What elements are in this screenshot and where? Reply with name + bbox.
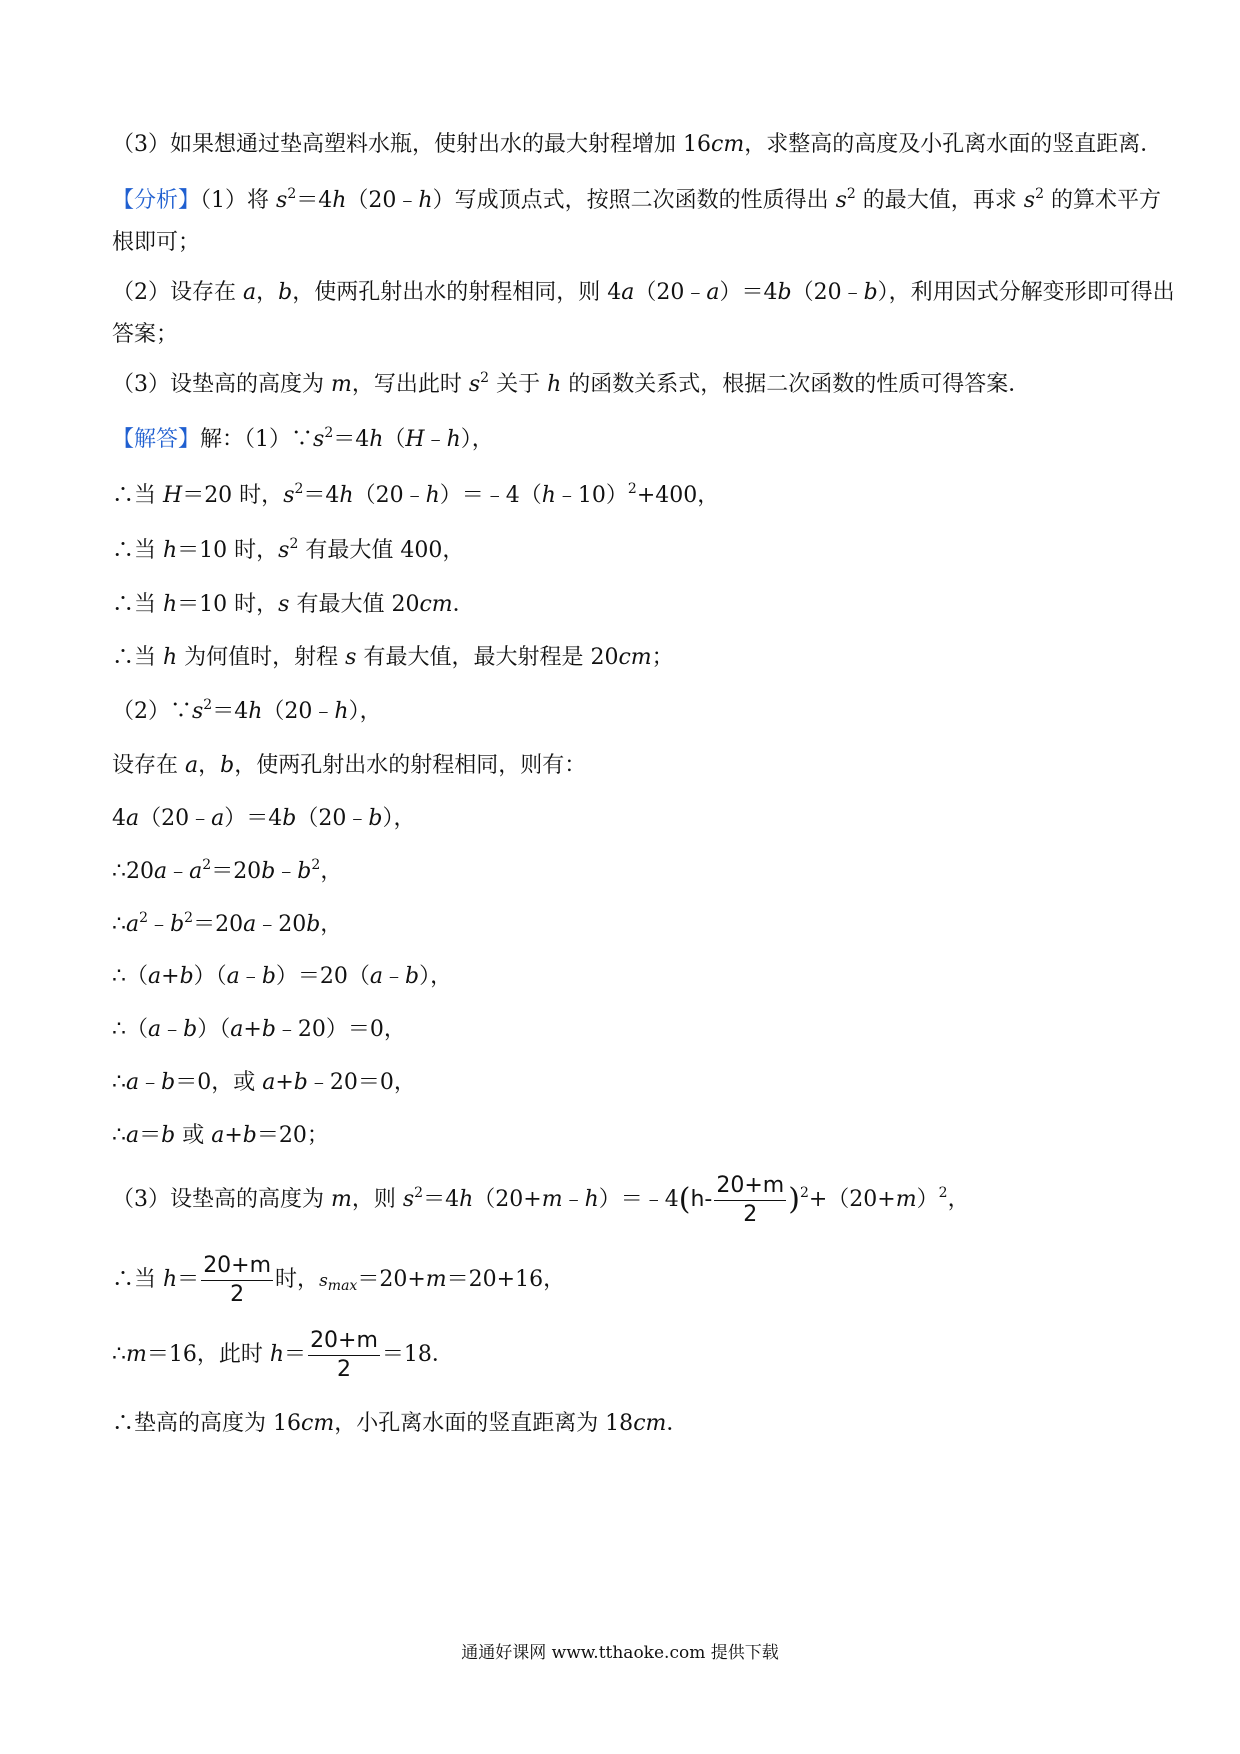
solution-line — [112, 1325, 1128, 1385]
t: ， — [947, 1187, 970, 1212]
t: ， — [198, 753, 221, 778]
t: 2 — [294, 481, 304, 497]
t: （20﹣ — [262, 699, 335, 724]
t: h — [446, 427, 461, 452]
t: b — [863, 280, 878, 305]
t: b — [278, 280, 293, 305]
t: ，小孔离水面的竖直距离为 18 — [334, 1411, 634, 1436]
solution-line — [112, 590, 1128, 620]
t: ﹣20）＝0， — [275, 1017, 406, 1042]
t: 的函数关系式，根据二次函数的性质可得答案． — [561, 372, 1031, 397]
t: a — [185, 753, 199, 778]
t: ∴（ — [112, 964, 148, 989]
t: h — [163, 645, 178, 670]
t: a — [211, 1123, 225, 1148]
t: h — [584, 1187, 599, 1212]
right-paren: ) — [788, 1182, 800, 1217]
t: 有最大值 20 — [289, 592, 420, 617]
solution-line — [112, 697, 1128, 727]
t: ）， — [460, 427, 494, 452]
t: ＝4 — [212, 699, 249, 724]
t: s — [192, 699, 204, 724]
t: ﹣ — [161, 1017, 184, 1042]
t: 为何值时，射程 — [177, 645, 346, 670]
t: ）， — [382, 806, 416, 831]
t: ， — [320, 912, 343, 937]
t: ﹣ — [139, 1070, 162, 1095]
t: a — [369, 964, 384, 989]
analysis-2 — [112, 278, 1175, 308]
t: 2 — [414, 1185, 424, 1201]
t: ＝ — [177, 1267, 200, 1292]
t: b — [261, 859, 276, 884]
t: ，则 — [351, 1187, 403, 1212]
t: a — [126, 1123, 140, 1148]
t: 的算术平方 — [1044, 188, 1162, 213]
t: + — [243, 1017, 262, 1042]
t: max — [327, 1278, 358, 1294]
solution-line — [112, 643, 1128, 673]
t: 2 — [324, 425, 334, 441]
t: ﹣ — [275, 859, 298, 884]
t: ∴当 — [112, 538, 163, 563]
t: a — [243, 912, 257, 937]
t: ﹣20＝0， — [307, 1070, 416, 1095]
t: 时， — [275, 1267, 320, 1292]
fraction-numerator: 20+m — [714, 1172, 786, 1201]
analysis-2-cont — [112, 320, 1128, 350]
t: a — [262, 1070, 276, 1095]
t: （20﹣ — [634, 280, 707, 305]
t: ）写成顶点式，按照二次函数的性质得出 — [432, 188, 836, 213]
solution-line — [112, 1250, 1128, 1311]
t: s — [283, 483, 295, 508]
t: h — [425, 483, 440, 508]
fraction-numerator: 20+m — [201, 1252, 273, 1281]
t: ，求整高的高度及小孔离水面的竖直距离． — [744, 132, 1163, 157]
t: ＝10 时， — [177, 592, 279, 617]
t: 有最大值，最大射程是 20 — [356, 645, 619, 670]
t: ＝4 — [333, 427, 370, 452]
page-footer: 通通好课网 www.tthaoke.com 提供下载 — [461, 1643, 779, 1663]
t: h — [332, 188, 347, 213]
t: b — [183, 1017, 198, 1042]
t: b — [282, 806, 297, 831]
solution-tag: 【解答】 — [112, 427, 201, 452]
fraction-numerator: 20+m — [308, 1327, 380, 1356]
t: ＝4 — [303, 483, 340, 508]
t: ）（ — [197, 1017, 231, 1042]
t: cm — [419, 592, 453, 617]
t: ∴ — [112, 1342, 126, 1367]
t: ＝0，或 — [175, 1070, 263, 1095]
t: ＝20 — [211, 859, 262, 884]
t: （20+ — [473, 1187, 542, 1212]
t: ＝18． — [381, 1342, 454, 1367]
t: ﹣ — [562, 1187, 585, 1212]
t: ﹣ — [239, 964, 262, 989]
t: ）＝4 — [719, 280, 778, 305]
t: + — [275, 1070, 294, 1095]
t: ∴当 — [112, 592, 163, 617]
t: s — [468, 372, 481, 397]
t: ， — [256, 280, 279, 305]
t: b — [405, 964, 420, 989]
t: b — [242, 1123, 257, 1148]
analysis-3 — [112, 370, 1128, 400]
t: 2 — [627, 481, 637, 497]
t: 2 — [184, 910, 194, 926]
t: ∴当 — [112, 1267, 163, 1292]
t: a — [211, 806, 225, 831]
t: ＝20+ — [357, 1267, 426, 1292]
solution-line — [112, 751, 1128, 781]
fraction-denominator: 2 — [230, 1281, 245, 1307]
t: ，写出此时 — [351, 372, 469, 397]
t: b — [306, 912, 321, 937]
t: 2 — [799, 1185, 809, 1201]
t: ） — [916, 1187, 939, 1212]
t: cm — [301, 1411, 335, 1436]
t: （3）设垫高的高度为 — [112, 372, 331, 397]
t: s — [402, 1187, 415, 1212]
t: s — [313, 427, 325, 452]
t: ∴20 — [112, 859, 154, 884]
t: + — [161, 964, 180, 989]
solution-line — [112, 536, 1128, 566]
analysis-tag: 【分析】 — [112, 188, 201, 213]
t: b — [368, 806, 383, 831]
left-paren: ( — [678, 1182, 691, 1217]
solution-line — [112, 857, 1128, 887]
t: +（20+ — [808, 1187, 896, 1212]
t: a — [148, 1017, 162, 1042]
t: 2 — [289, 536, 299, 552]
t: （1）将 — [200, 188, 277, 213]
t: h — [547, 372, 562, 397]
t: a — [154, 859, 168, 884]
t: 2 — [203, 697, 213, 713]
t: ＝ — [139, 1123, 162, 1148]
t: s — [1023, 188, 1036, 213]
t: ）， — [419, 964, 453, 989]
t: ． — [452, 592, 475, 617]
t: m — [425, 1267, 447, 1292]
t: ∴ — [112, 1070, 126, 1095]
t: 答案； — [112, 322, 179, 347]
t: m — [541, 1187, 563, 1212]
t: ＝16，此时 — [146, 1342, 270, 1367]
t: ＝4 — [296, 188, 333, 213]
t: cm — [633, 1411, 667, 1436]
t: h — [163, 538, 178, 563]
t: ）＝4 — [224, 806, 283, 831]
t: s — [835, 188, 847, 213]
t: ）（ — [193, 964, 227, 989]
t: ﹣ — [424, 427, 447, 452]
t: 2 — [480, 370, 490, 386]
t: 4 — [112, 806, 126, 831]
t: s — [345, 645, 357, 670]
solution-line — [112, 1409, 1128, 1439]
t: cm — [618, 645, 652, 670]
t: 2 — [202, 857, 212, 873]
question-3 — [112, 130, 1163, 160]
t: a — [126, 806, 140, 831]
t: s — [276, 188, 288, 213]
solution-3-formula — [112, 1170, 1128, 1230]
t: （20﹣ — [296, 806, 369, 831]
t: b — [161, 1070, 176, 1095]
t: ＝20 — [193, 912, 244, 937]
t: H — [405, 427, 425, 452]
t: ＝4 — [423, 1187, 460, 1212]
t: ﹣10） — [555, 483, 628, 508]
t: ∴ — [112, 912, 126, 937]
t: a — [226, 964, 240, 989]
t: 2 — [1035, 186, 1045, 202]
fraction — [308, 1327, 380, 1384]
t: m — [126, 1342, 147, 1367]
t: ）， — [348, 699, 382, 724]
t: ﹣ — [167, 859, 190, 884]
t: b — [161, 1123, 176, 1148]
t: 2 — [139, 910, 149, 926]
t: （20﹣ — [791, 280, 864, 305]
t: cm — [711, 132, 745, 157]
t: 设存在 — [112, 753, 185, 778]
t: ∴当 — [112, 645, 163, 670]
t: ． — [666, 1411, 689, 1436]
fraction-denominator: 2 — [336, 1356, 351, 1382]
t: h — [163, 592, 178, 617]
t: （20﹣ — [139, 806, 212, 831]
t: 2 — [311, 857, 321, 873]
t: H — [163, 483, 183, 508]
solution-line — [112, 1068, 1128, 1098]
solution-line — [112, 804, 1128, 834]
t: a — [243, 280, 257, 305]
t: b — [170, 912, 185, 937]
t: ）＝﹣4 — [598, 1187, 679, 1212]
solution-line — [112, 1015, 1128, 1045]
t: ∴ — [112, 1123, 126, 1148]
t: h — [418, 188, 433, 213]
t: b — [297, 859, 312, 884]
t: 的最大值，再求 — [855, 188, 1024, 213]
t: ∴当 — [112, 483, 163, 508]
t: （ — [383, 427, 406, 452]
t: h — [334, 699, 349, 724]
t: a — [706, 280, 720, 305]
t: ＝20 时， — [182, 483, 284, 508]
t: h — [248, 699, 263, 724]
solution-line — [112, 910, 1128, 940]
t: h — [269, 1342, 285, 1367]
solution-line — [112, 481, 1128, 511]
fraction — [714, 1172, 786, 1229]
t: 有最大值 400， — [298, 538, 465, 563]
t: a — [148, 964, 162, 989]
t: （20﹣ — [353, 483, 426, 508]
fraction-denominator: 2 — [743, 1201, 758, 1227]
t: a — [621, 280, 635, 305]
t: +400， — [636, 483, 720, 508]
t: b — [293, 1070, 308, 1095]
t: ﹣ — [383, 964, 406, 989]
t: s — [278, 592, 290, 617]
analysis-1 — [112, 186, 1162, 216]
t: ，使两孔射出水的射程相同，则 4 — [292, 280, 622, 305]
t: （3）设垫高的高度为 — [112, 1187, 331, 1212]
t: ∴（ — [112, 1017, 148, 1042]
t: ＝20； — [256, 1123, 329, 1148]
t: h — [339, 483, 354, 508]
t: ＝10 时， — [177, 538, 279, 563]
t: ； — [651, 645, 674, 670]
t: 2 — [846, 186, 856, 202]
t: 或 — [175, 1123, 212, 1148]
t: b — [777, 280, 792, 305]
solution-line — [112, 962, 1128, 992]
t: ）＝﹣4（ — [439, 483, 542, 508]
t: b — [261, 1017, 276, 1042]
t: ﹣ — [148, 912, 171, 937]
t: （20﹣ — [346, 188, 419, 213]
t: （2）设存在 — [112, 280, 243, 305]
t: 关于 — [489, 372, 548, 397]
t: + — [224, 1123, 243, 1148]
t: b — [179, 964, 194, 989]
t: a — [126, 912, 140, 937]
fraction — [201, 1252, 273, 1309]
t: ＝20+16， — [446, 1267, 566, 1292]
t: h — [163, 1267, 178, 1292]
solution-line — [112, 1121, 1128, 1151]
t: h — [459, 1187, 474, 1212]
t: m — [331, 1187, 352, 1212]
t: （2）∵ — [112, 699, 192, 724]
t: ），利用因式分解变形即可得出 — [877, 280, 1175, 305]
t: a — [189, 859, 203, 884]
t: ， — [320, 859, 343, 884]
analysis-1-cont — [112, 228, 1128, 258]
t: b — [220, 753, 235, 778]
t: 2 — [287, 186, 297, 202]
t: h — [541, 483, 556, 508]
t: （3）如果想通过垫高塑料水瓶，使射出水的最大射程增加 16 — [112, 132, 711, 157]
t: ＝ — [284, 1342, 307, 1367]
t: 2 — [938, 1185, 948, 1201]
t: a — [230, 1017, 244, 1042]
t: s — [278, 538, 290, 563]
t: b — [261, 964, 276, 989]
t: h — [369, 427, 384, 452]
t: m — [895, 1187, 917, 1212]
t: h- — [690, 1187, 713, 1212]
solution-1 — [112, 425, 1128, 455]
t: m — [331, 372, 352, 397]
t: ∴垫高的高度为 16 — [112, 1411, 301, 1436]
t: ）＝20（ — [275, 964, 370, 989]
t: ﹣20 — [256, 912, 307, 937]
t: 根即可； — [112, 230, 201, 255]
t: 解：（1）∵ — [200, 427, 314, 452]
t: s — [319, 1271, 328, 1291]
t: ，使两孔射出水的射程相同，则有： — [234, 753, 587, 778]
t: a — [126, 1070, 140, 1095]
